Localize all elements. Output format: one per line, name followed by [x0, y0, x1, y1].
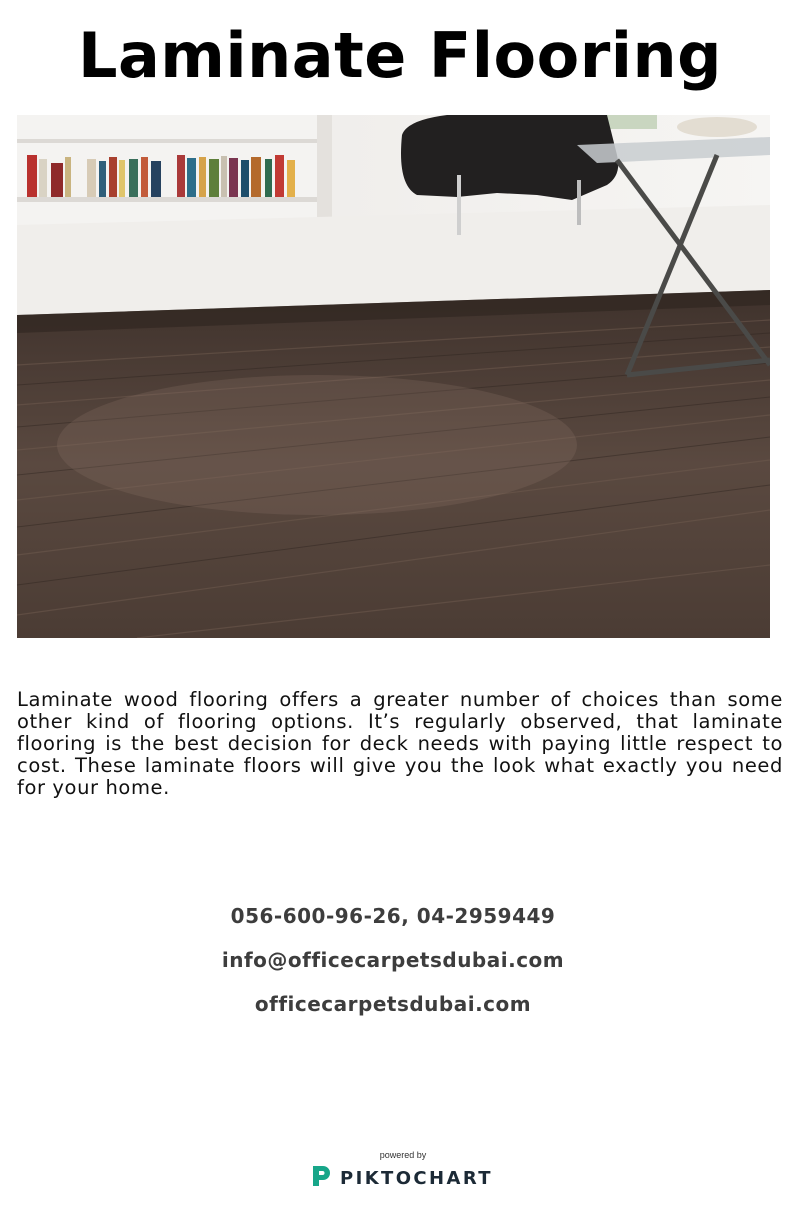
piktochart-p-icon: [310, 1164, 332, 1192]
laminate-floor-photo: [17, 115, 770, 638]
page-title: Laminate Flooring: [77, 19, 723, 92]
description-paragraph: Laminate wood flooring offers a greater number of choices than some other kind of flooring options. It’s regularly observed, that laminate flooring is the best decision for deck needs with paying little respect to cost. These laminate floors will give you the look what exactly you need for your home.: [17, 688, 783, 799]
contact-website-link[interactable]: officecarpetsdubai.com: [254, 992, 532, 1016]
contact-phone[interactable]: 056-600-96-26, 04-2959449: [230, 904, 556, 928]
piktochart-logo[interactable]: [310, 1165, 493, 1191]
contact-email-link[interactable]: info@officecarpetsdubai.com: [221, 948, 565, 972]
piktochart-wordmark: PIKTOCHART: [340, 1167, 493, 1189]
powered-by-text: powered by: [379, 1150, 427, 1160]
